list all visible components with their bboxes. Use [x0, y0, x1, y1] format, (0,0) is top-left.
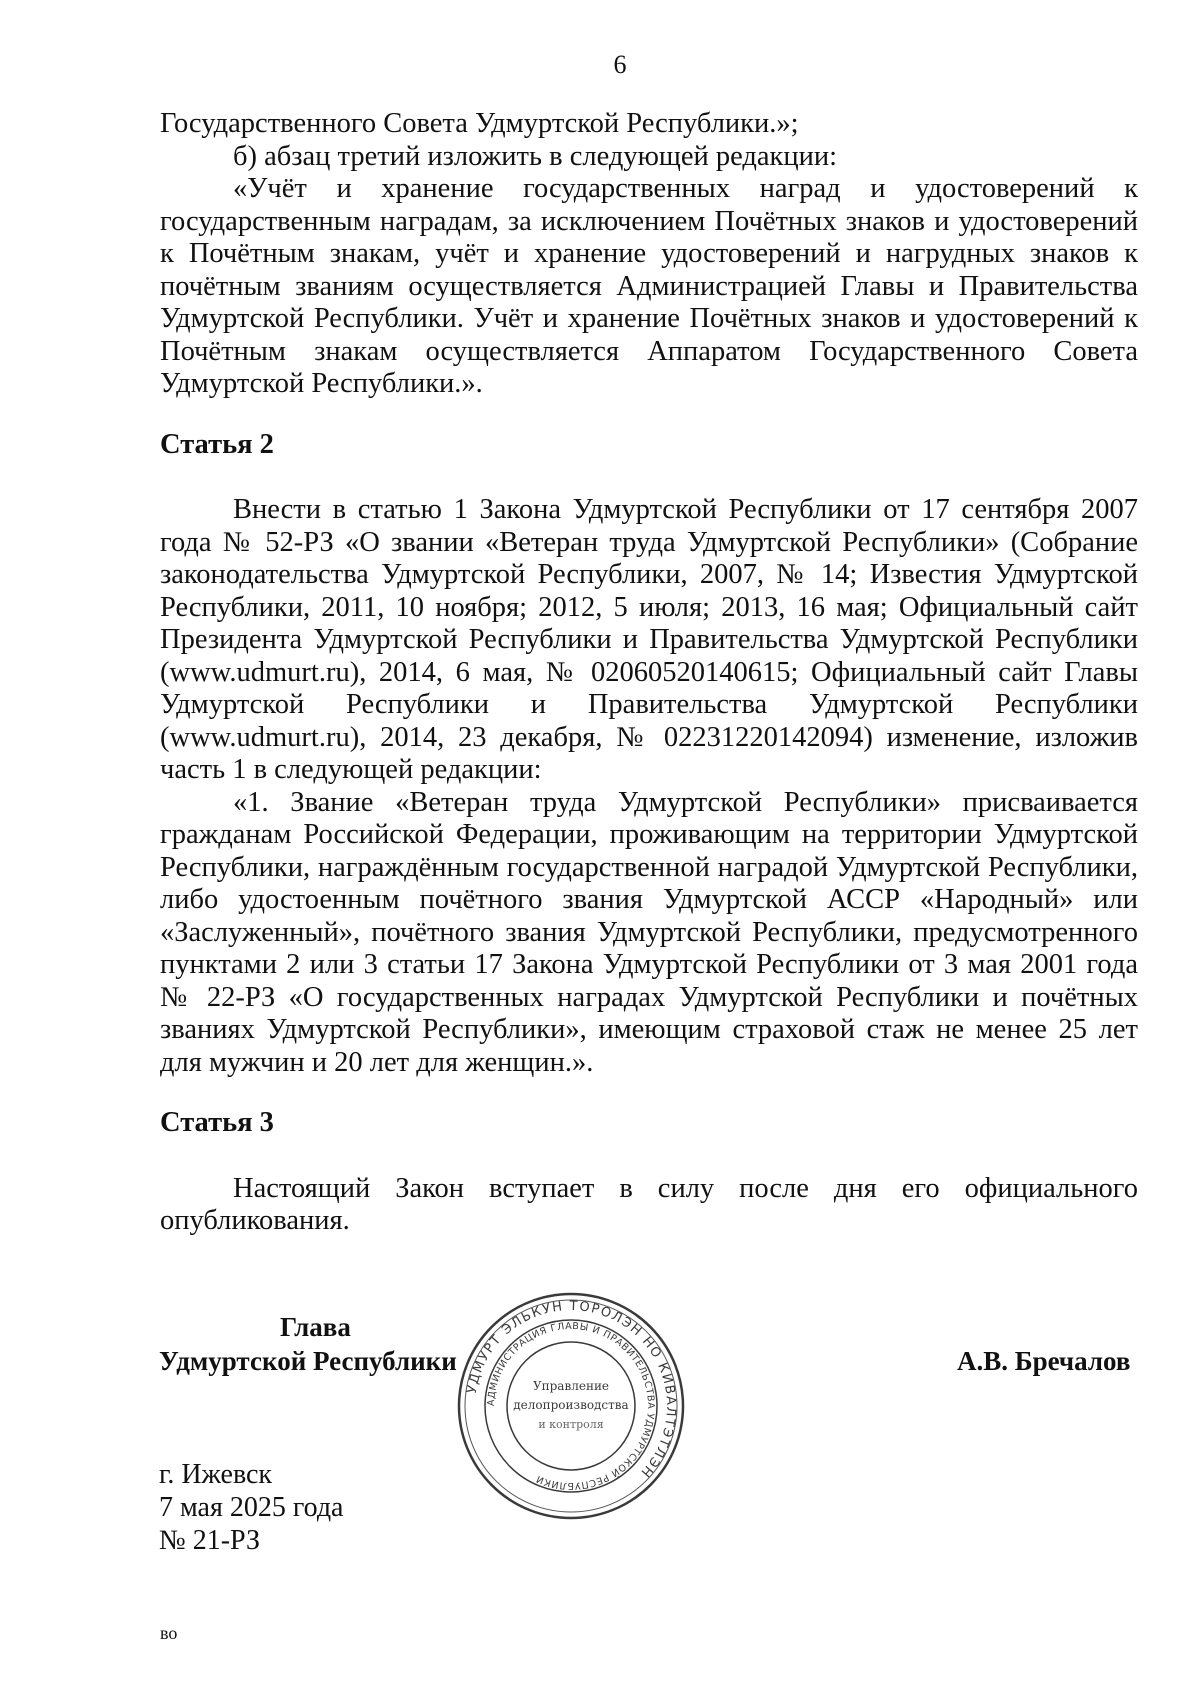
- signature-title-line2: Удмуртской Республики: [159, 1346, 457, 1376]
- law-number: № 21-РЗ: [159, 1525, 260, 1556]
- stamp-outer-text: УДМУРТ ЭЛЬКУН ТОРОЛЭН НО КИВАЛТЭТЛЭН: [464, 1298, 679, 1481]
- quoted-paragraph: «Учёт и хранение государственных наград и удостоверений к государственным наградам, за исключением Почётных знаков и удостоверений к Почётным знакам, учёт и хранение удостоверений и нагрудных знаков к почётным званиям осуществляется Администрацией Главы и Правительства Удмуртской Республики. Учёт и хранение Почётных знаков и удостоверений к Почётным знакам осуществляется Аппаратом Государственного Совета Удмуртской Республики.».: [160, 173, 1138, 399]
- page-number: 6: [613, 50, 627, 79]
- stamp-center-line2: делопроизводства: [513, 1398, 629, 1412]
- article-2-heading: Статья 2: [160, 428, 274, 460]
- law-date: 7 мая 2025 года: [159, 1492, 344, 1523]
- paragraph: Государственного Совета Удмуртской Республики.»;: [160, 108, 799, 139]
- article-2-paragraph: Внести в статью 1 Закона Удмуртской Республики от 17 сентября 2007 года № 52-РЗ «О звании «Ветеран труда Удмуртской Республики» (Собрание законодательства Удмуртской Республики, 2007, № 14; Известия Удмуртской Республики, 2011, 10 ноября; 2012, 5 июля; 2013, 16 мая; Официальный сайт Президента Удмуртской Республики и Правительства Удмуртской Республики (www.udmurt.ru), 2014, 6 мая, № 02060520140615; Официальный сайт Главы Удмуртской Республики и Правительства Удмуртской Республики (www.udmurt.ru), 2014, 23 декабря, № 02231220142094) изменение, изложив часть 1 в следующей редакции:: [160, 494, 1138, 785]
- footer-code: во: [160, 1623, 178, 1643]
- signatory-name: А.В. Бречалов: [957, 1346, 1131, 1376]
- stamp-center-line3: и контроля: [538, 1418, 604, 1431]
- paragraph: б) абзац третий изложить в следующей редакции:: [233, 140, 838, 172]
- city: г. Ижевск: [159, 1459, 273, 1490]
- place-and-date: [159, 1458, 344, 1557]
- stamp-center-line1: Управление: [532, 1379, 610, 1393]
- article-2-quoted-paragraph: «1. Звание «Ветеран труда Удмуртской Республики» присваивается гражданам Российской Федерации, проживающим на территории Удмуртской Республики, награждённым государственной наградой Удмуртской Республики, либо удостоенным почётного звания Удмуртской АССР «Народный» или «Заслуженный», почётного звания Удмуртской Республики, предусмотренного пунктами 2 или 3 статьи 17 Закона Удмуртской Республики от 3 мая 2001 года № 22-РЗ «О государственных наградах Удмуртской Республики и почётных званиях Удмуртской Республики», имеющим страховой стаж не менее 25 лет для мужчин и 20 лет для женщин.».: [160, 786, 1138, 1078]
- signature-title-line1: Глава: [280, 1312, 351, 1342]
- stamp-ring-text: АДМИНИСТРАЦИЯ ГЛАВЫ И ПРАВИТЕЛЬСТВА УДМУРТСКОЙ РЕСПУБЛИКИ: [485, 1320, 657, 1492]
- article-3-heading: Статья 3: [160, 1107, 274, 1138]
- document-body: [160, 108, 1138, 1238]
- official-seal-stamp: [455, 1290, 687, 1522]
- article-3-paragraph: Настоящий Закон вступает в силу после дня его официального опубликования.: [160, 1172, 1138, 1236]
